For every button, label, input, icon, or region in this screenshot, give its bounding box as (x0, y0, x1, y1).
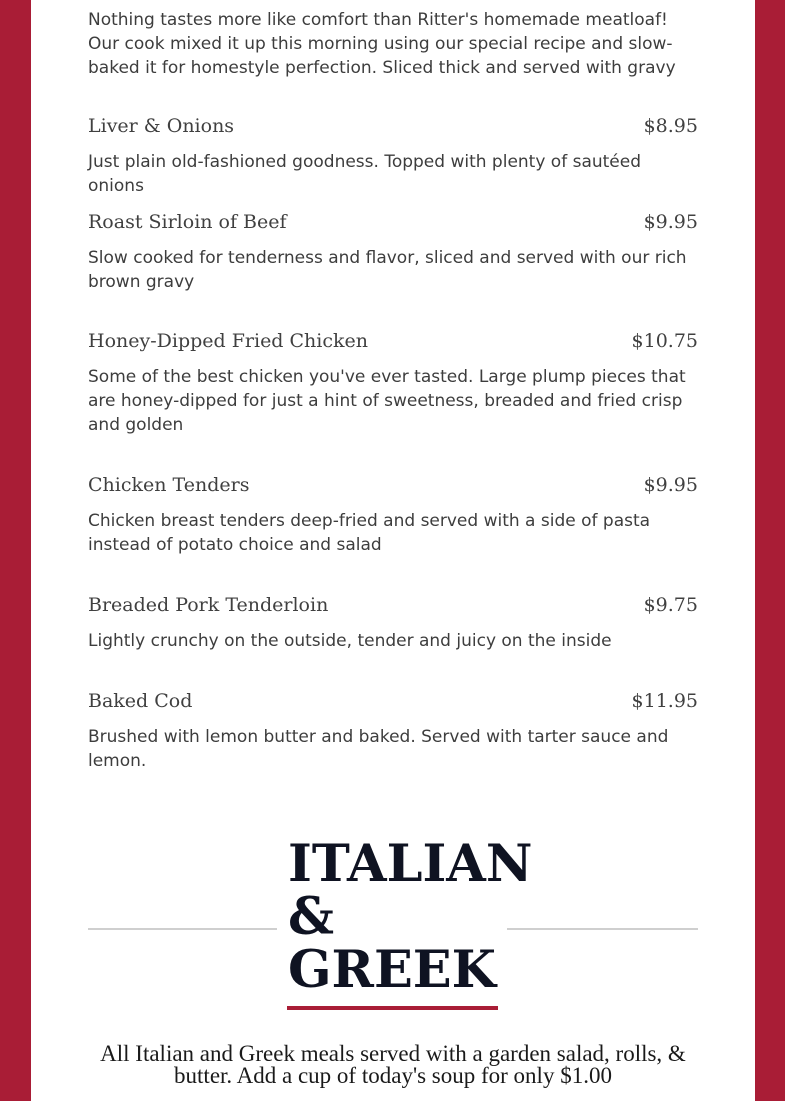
menu-item-header (88, 328, 698, 354)
menu-item-description: Chicken breast tenders deep-fried and served with a side of pasta instead of potato choice and salad (88, 511, 651, 555)
section-title (288, 834, 533, 1000)
menu-item-name: Roast Sirloin of Beef (88, 211, 287, 233)
menu-page (31, 0, 755, 1101)
menu-item-baked-cod (88, 688, 698, 773)
section-note: All Italian and Greek meals served with a garden salad, rolls, & butter. Add a cup of today's soup for only $1.00 (100, 1041, 686, 1088)
menu-item-liver-onions (88, 113, 698, 198)
menu-item-description: Lightly crunchy on the outside, tender and juicy on the inside (88, 631, 612, 651)
menu-item-name: Chicken Tenders (88, 474, 250, 496)
meatloaf-description: Nothing tastes more like comfort than Ritter's homemade meatloaf! Our cook mixed it up this morning using our special recipe and slow-baked it for homestyle perfection. Sliced thick and served with gravy (88, 10, 676, 78)
section-divider-right (507, 928, 698, 930)
menu-item-description: Just plain old-fashioned goodness. Topped with plenty of sautéed onions (88, 152, 642, 196)
menu-item-header (88, 209, 698, 235)
menu-item-description: Brushed with lemon butter and baked. Served with tarter sauce and lemon. (88, 727, 669, 771)
menu-item-header (88, 688, 698, 714)
menu-item-roast-sirloin (88, 209, 698, 294)
section-title-line: & (288, 887, 335, 947)
menu-item-name: Baked Cod (88, 690, 193, 712)
menu-item-price: $9.95 (643, 474, 698, 496)
menu-item-price: $11.95 (631, 690, 698, 712)
menu-item-price: $8.95 (643, 115, 698, 137)
menu-item-header (88, 113, 698, 139)
menu-item-header (88, 472, 698, 498)
menu-item-header (88, 592, 698, 618)
menu-item-price: $9.95 (643, 211, 698, 233)
menu-item-name: Breaded Pork Tenderloin (88, 594, 329, 616)
section-title-underline (287, 1006, 498, 1010)
menu-item-description: Slow cooked for tenderness and flavor, sliced and served with our rich brown gravy (88, 248, 687, 292)
menu-item-description: Some of the best chicken you've ever tasted. Large plump pieces that are honey-dipped for just a hint of sweetness, breaded and fried crisp and golden (88, 367, 686, 435)
menu-item-name: Honey-Dipped Fried Chicken (88, 330, 368, 352)
menu-item-name: Liver & Onions (88, 115, 235, 137)
section-divider-left (88, 928, 277, 930)
menu-item-price: $10.75 (631, 330, 698, 352)
menu-item-pork-tenderloin (88, 592, 698, 653)
menu-item-price: $9.75 (643, 594, 698, 616)
section-title-line: GREEK (288, 940, 497, 1000)
menu-item-fried-chicken (88, 328, 698, 437)
section-title-line: ITALIAN (288, 834, 533, 894)
menu-item-chicken-tenders (88, 472, 698, 557)
